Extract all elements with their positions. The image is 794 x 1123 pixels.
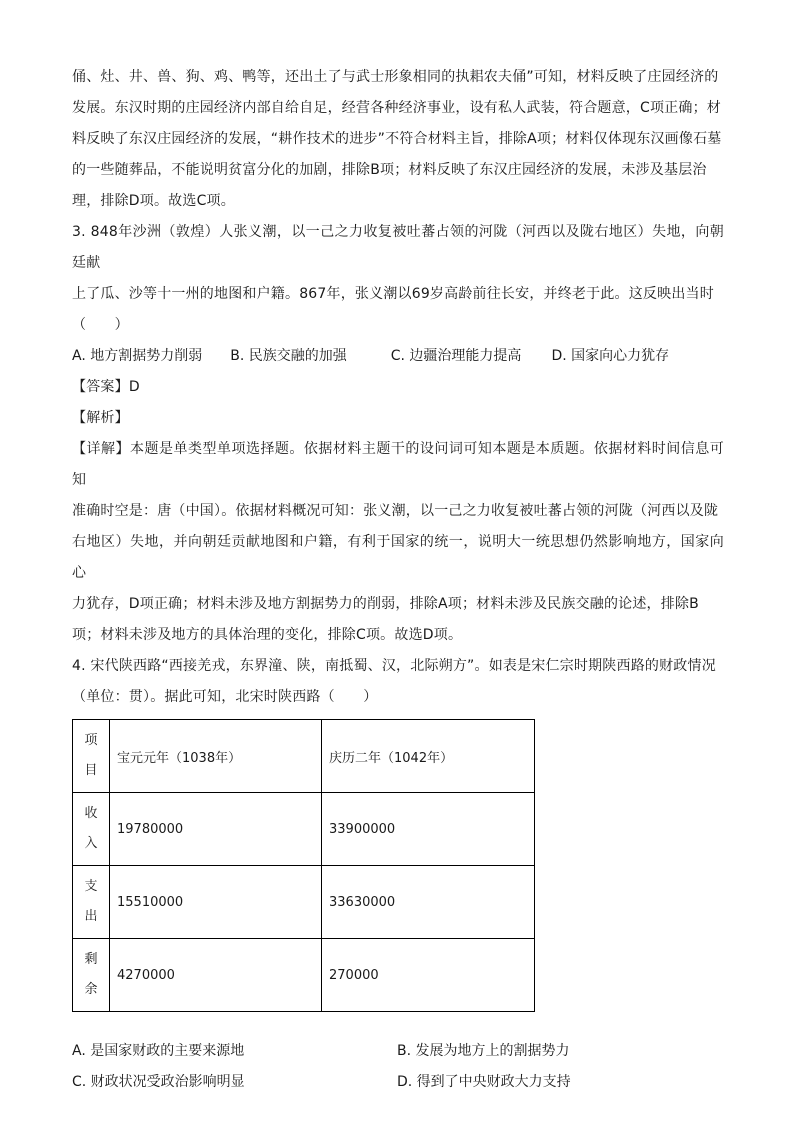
option-a: A. 是国家财政的主要来源地	[72, 1043, 245, 1059]
detail-line: 项；材料未涉及地方的具体治理的变化，排除C项。故选D项。	[72, 627, 463, 643]
detail-label: 【详解】	[72, 441, 130, 457]
table-header-row	[73, 720, 535, 793]
header-col-1: 宝元元年（1038年）	[110, 720, 322, 793]
table-cell: 33900000	[322, 793, 535, 866]
option-b: B. 发展为地方上的割据势力	[397, 1043, 570, 1059]
option-b: B. 民族交融的加强	[230, 348, 347, 364]
table-cell: 15510000	[110, 866, 322, 939]
row-label-top: 支	[84, 879, 98, 894]
row-label-bottom: 余	[84, 982, 98, 997]
row-label-cell	[73, 793, 110, 866]
header-label-top: 项	[84, 733, 98, 748]
answer-line	[72, 372, 724, 403]
question-3-options	[72, 341, 724, 372]
question-stem: （单位：贯）。据此可知，北宋时陕西路（ ）	[72, 689, 378, 705]
text-line: 发展。东汉时期的庄园经济内部自给自足，经营各种经济事业，设有私人武装，符合题意，C项正确；材	[72, 100, 721, 116]
question-stem: 3. 848年沙洲（敦煌）人张义潮，以一己之力收复被吐蕃占领的河陇（河西以及陇右地区）失地，向朝廷献	[72, 224, 724, 271]
row-label-top: 剩	[84, 952, 98, 967]
option-a: A. 地方割据势力削弱	[72, 348, 203, 364]
detail-text: 本题是单类型单项选择题。依据材料主题干的设问词可知本题是本质题。依据材料时间信息可知	[72, 441, 724, 488]
row-label-bottom: 入	[84, 836, 98, 851]
row-label-cell	[73, 939, 110, 1012]
option-d: D. 得到了中央财政大力支持	[397, 1074, 571, 1090]
header-label-cell	[73, 720, 110, 793]
header-label-bottom: 目	[84, 763, 98, 778]
table-cell: 270000	[322, 939, 535, 1012]
finance-table	[72, 719, 535, 1012]
previous-analysis	[72, 62, 724, 217]
detail-line	[72, 434, 724, 496]
option-d: D. 国家向心力犹存	[551, 348, 670, 364]
question-stem: （ ）	[72, 317, 129, 333]
document-page	[72, 62, 724, 1098]
table-row	[73, 793, 535, 866]
option-c: C. 财政状况受政治影响明显	[72, 1074, 245, 1090]
table-row	[73, 866, 535, 939]
answer-label: 【答案】	[72, 379, 129, 395]
question-3	[72, 217, 724, 651]
option-c: C. 边疆治理能力提高	[390, 348, 522, 364]
detail-line: 准确时空是：唐（中国）。依据材料概况可知：张义潮，以一己之力收复被吐蕃占领的河陇（河西以及陇	[72, 503, 719, 519]
table-cell: 4270000	[110, 939, 322, 1012]
table-row	[73, 939, 535, 1012]
question-4	[72, 651, 724, 1098]
text-line: 俑、灶、井、兽、狗、鸡、鸭等，还出土了与武士形象相同的执耜农夫俑”可知，材料反映了庄园经济的	[72, 69, 719, 85]
header-col-2: 庆历二年（1042年）	[322, 720, 535, 793]
detail-line: 右地区）失地，并向朝廷贡献地图和户籍，有利于国家的统一，说明大一统思想仍然影响地方，国家向心	[72, 534, 724, 581]
answer-value: D	[128, 379, 140, 395]
question-stem: 4. 宋代陕西路“西接羌戎，东界潼、陕，南抵蜀、汉，北际朔方”。如表是宋仁宗时期陕西路的财政情况	[72, 658, 716, 674]
text-line: 料反映了东汉庄园经济的发展，“耕作技术的进步”不符合材料主旨，排除A项；材料仅体现东汉画像石墓	[72, 131, 722, 147]
table-cell: 19780000	[110, 793, 322, 866]
question-4-options	[72, 1036, 724, 1098]
detail-line: 力犹存，D项正确；材料未涉及地方割据势力的削弱，排除A项；材料未涉及民族交融的论述，排除B	[72, 596, 699, 612]
question-stem: 上了瓜、沙等十一州的地图和户籍。867年，张义潮以69岁高龄前往长安，并终老于此。这反映出当时	[72, 286, 714, 302]
row-label-cell	[73, 866, 110, 939]
analysis-label: 【解析】	[72, 410, 129, 426]
text-line: 的一些随葬品，不能说明贫富分化的加剧，排除B项；材料反映了东汉庄园经济的发展，未涉及基层治	[72, 162, 707, 178]
text-line: 理，排除D项。故选C项。	[72, 193, 235, 209]
row-label-bottom: 出	[84, 909, 98, 924]
table-cell: 33630000	[322, 866, 535, 939]
row-label-top: 收	[84, 806, 98, 821]
